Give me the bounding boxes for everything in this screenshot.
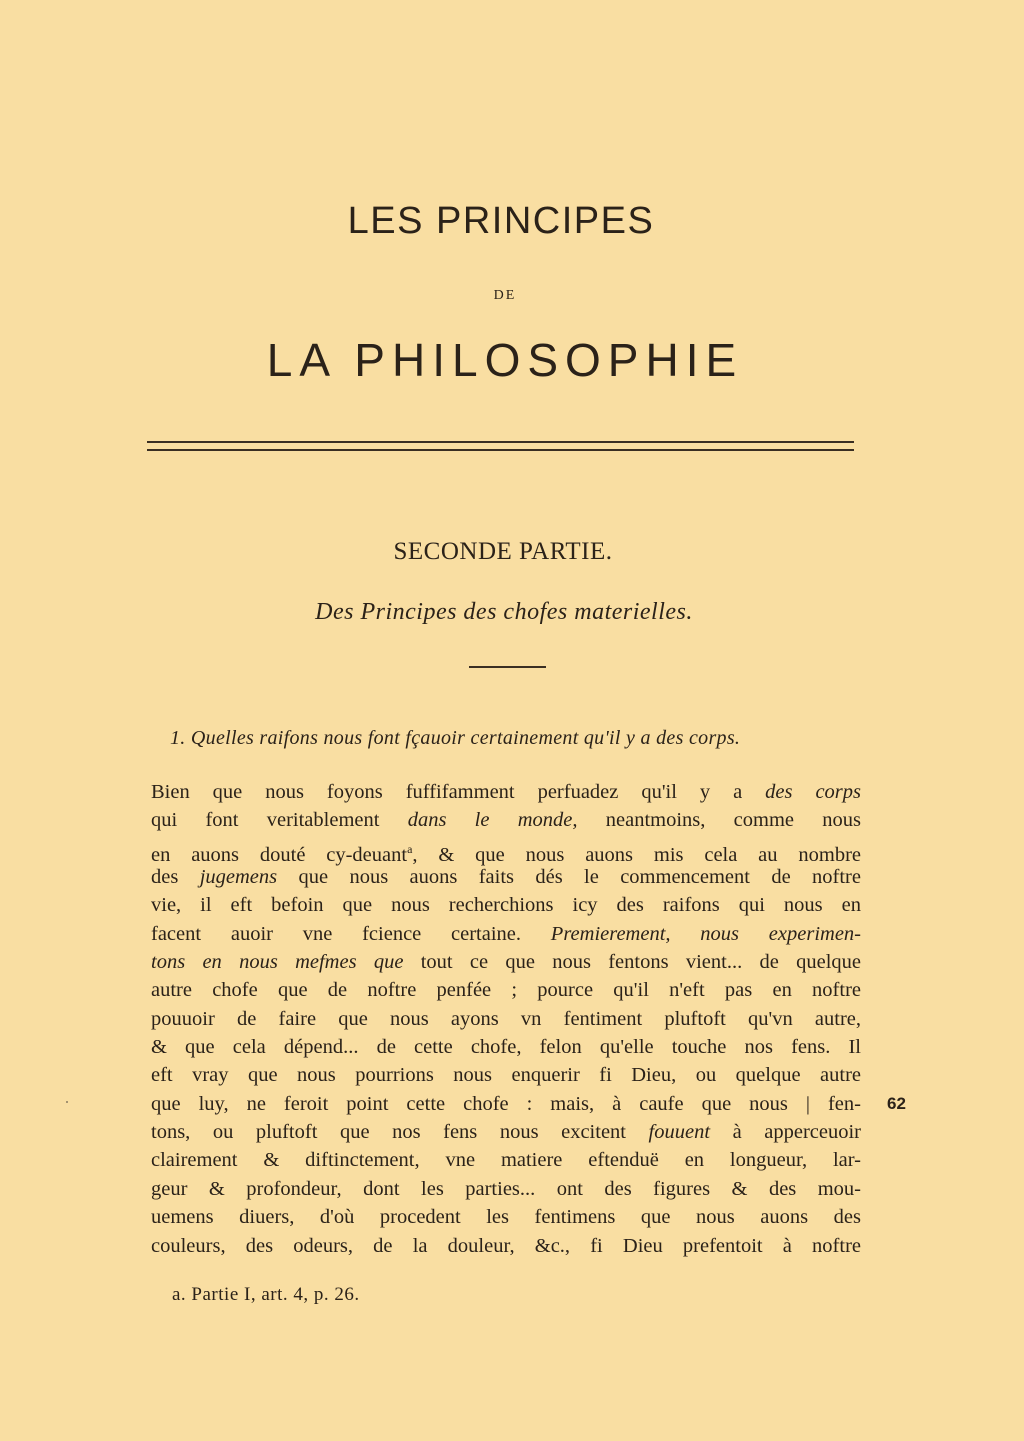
text-line <box>151 948 861 976</box>
part-subtitle: Des Principes des chofes materielles. <box>315 599 693 625</box>
article-body <box>151 778 861 1260</box>
text-run: clairement & diftinctement, vne matiere eftenduë en longueur, lar- <box>151 1149 861 1172</box>
text-line <box>151 1005 861 1033</box>
italic-text-run: tons en nous mefmes que <box>151 951 404 974</box>
text-line <box>151 778 861 806</box>
italic-text-run: jugemens <box>199 866 278 889</box>
text-run: autre chofe que de noftre penfée ; pource qu'il n'eft pas en noftre <box>151 979 861 1002</box>
margin-page-reference: 62 <box>887 1094 906 1113</box>
text-run: en auons douté cy-deuant <box>151 843 408 866</box>
article-heading: 1. Quelles raifons nous font fçauoir certainement qu'il y a des corps. <box>170 727 741 749</box>
text-line <box>151 1033 861 1061</box>
double-rule-divider <box>147 441 854 451</box>
title-connector: DE <box>493 288 517 303</box>
text-line <box>151 863 861 891</box>
text-line <box>151 976 861 1004</box>
footnote-marker: a <box>407 841 413 856</box>
text-run: tout ce que nous fentons vient... de quelque <box>403 951 861 974</box>
text-run: geur & profondeur, dont les parties... ont des figures & des mou- <box>151 1177 861 1200</box>
footnote: a. Partie I, art. 4, p. 26. <box>172 1284 360 1305</box>
text-run: couleurs, des odeurs, de la douleur, &c., fi Dieu prefentoit à noftre <box>151 1234 861 1257</box>
paper-speck <box>66 1101 68 1103</box>
text-run: des <box>151 866 200 889</box>
text-run: que luy, ne feroit point cette chofe : mais, à caufe que nous | fen- <box>151 1092 861 1115</box>
text-run: facent auoir vne fcience certaine. <box>151 922 551 945</box>
italic-text-run: Premierement, nous experimen- <box>550 922 861 945</box>
text-line <box>151 1061 861 1089</box>
text-run: pouuoir de faire que nous ayons vn fentiment pluftoft qu'vn autre, <box>151 1007 861 1030</box>
text-line <box>151 1146 861 1174</box>
text-run: Bien que nous foyons fuffifamment perfuadez qu'il y a <box>151 781 766 803</box>
text-run: qui font veritablement <box>151 809 408 832</box>
text-run: tons, ou pluftoft que nos fens nous excitent <box>151 1121 649 1144</box>
text-run: que nous auons faits dés le commencement de noftre <box>277 866 861 889</box>
text-run: à apperceuoir <box>710 1121 861 1144</box>
text-line <box>151 806 861 834</box>
text-line <box>151 1232 861 1260</box>
book-subtitle: LA PHILOSOPHIE <box>266 334 744 386</box>
short-rule-divider <box>469 666 546 668</box>
text-line <box>151 1175 861 1203</box>
text-line <box>151 1090 861 1118</box>
text-run: uemens diuers, d'où procedent les fentimens que nous auons des <box>151 1206 861 1229</box>
text-line <box>151 920 861 948</box>
text-run: eft vray que nous pourrions nous enquerir fi Dieu, ou quelque autre <box>151 1064 861 1087</box>
text-run: & que cela dépend... de cette chofe, felon qu'elle touche nos fens. Il <box>151 1036 861 1059</box>
text-line <box>151 891 861 919</box>
text-run: neantmoins, comme nous <box>577 809 861 832</box>
part-title: SECONDE PARTIE. <box>393 538 613 565</box>
text-line <box>151 1203 861 1231</box>
text-line <box>151 835 861 866</box>
text-line <box>151 1118 861 1146</box>
text-run: , & que nous auons mis cela au nombre <box>412 843 861 866</box>
italic-text-run: fouuent <box>648 1121 711 1144</box>
italic-text-run: dans le monde, <box>407 809 578 832</box>
book-title: LES PRINCIPES <box>347 200 655 242</box>
italic-text-run: des corps <box>765 781 861 803</box>
text-run: vie, il eft befoin que nous recherchions icy des raifons qui nous en <box>151 894 861 917</box>
